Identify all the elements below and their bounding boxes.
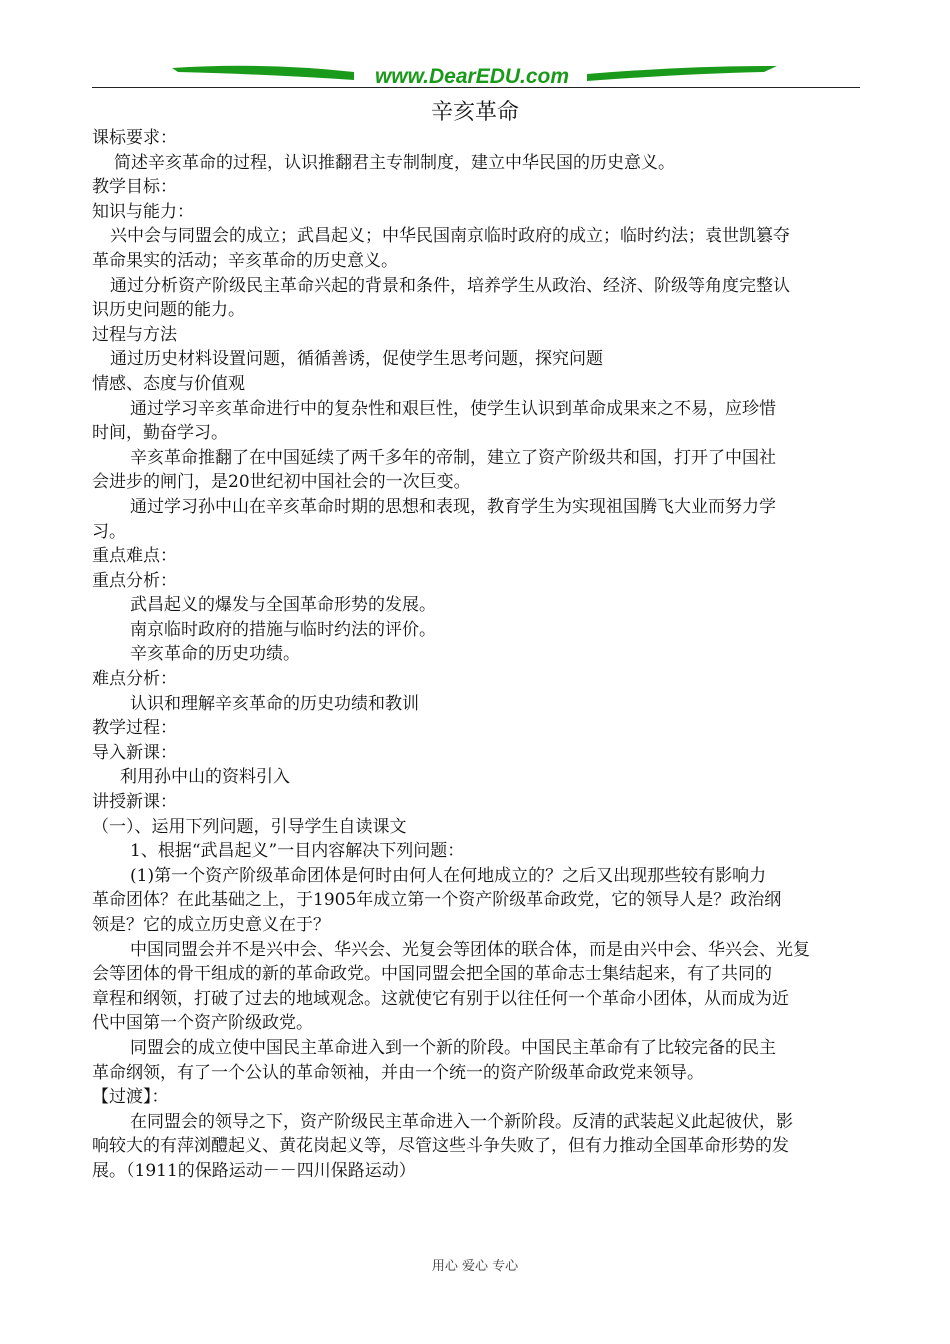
text-line: 通过学习孙中山在辛亥革命时期的思想和表现，教育学生为实现祖国腾飞大业而努力学 [130, 496, 776, 517]
text-line: 重点难点： [92, 546, 177, 567]
document-title: 辛亥革命 [430, 100, 519, 125]
text-line: 会进步的闸门，是20世纪初中国社会的一次巨变。 [92, 472, 471, 493]
text-line: 教学目标： [92, 177, 177, 198]
page-footer: 用心 爱心 专心 [431, 1259, 519, 1274]
text-line: 辛亥革命的历史功绩。 [130, 644, 300, 665]
text-line: 南京临时政府的措施与临时约法的评价。 [130, 619, 436, 640]
text-line: 导入新课： [92, 742, 177, 763]
text-line: 简述辛亥革命的过程，认识推翻君主专制制度，建立中华民国的历史意义。 [114, 152, 675, 173]
text-line: 响较大的有萍浏醴起义、黄花岗起义等，尽管这些斗争失败了，但有力推动全国革命形势的发 [92, 1136, 789, 1157]
text-line: 展。（1911的保路运动－－四川保路运动） [92, 1160, 416, 1181]
text-line: (1)第一个资产阶级革命团体是何时由何人在何地成立的？之后又出现那些较有影响力 [130, 865, 767, 886]
text-line: 习。 [92, 521, 126, 542]
text-line: 武昌起义的爆发与全国革命形势的发展。 [130, 595, 436, 616]
text-line: 认识和理解辛亥革命的历史功绩和教训 [130, 693, 419, 714]
text-line: 革命团体？在此基础之上，于1905年成立第一个资产阶级革命政党，它的领导人是？政治纲 [92, 890, 782, 911]
text-line: 课标要求： [92, 128, 177, 148]
text-line: 过程与方法 [92, 324, 177, 345]
text-line: 讲授新课： [92, 792, 177, 813]
text-line: 识历史问题的能力。 [92, 300, 245, 321]
text-line: 难点分析： [92, 669, 177, 690]
text-line: 通过学习辛亥革命进行中的复杂性和艰巨性，使学生认识到革命成果来之不易，应珍惜 [130, 398, 776, 419]
site-logo: www.DearEDU.com [374, 65, 570, 88]
text-line: （一）、运用下列问题，引导学生自读课文 [92, 816, 407, 837]
text-line: 代中国第一个资产阶级政党。 [92, 1013, 313, 1034]
text-line: 辛亥革命推翻了在中国延续了两千多年的帝制，建立了资产阶级共和国，打开了中国社 [130, 447, 776, 468]
text-line: 教学过程： [92, 718, 177, 739]
text-line: 利用孙中山的资料引入 [120, 767, 290, 788]
text-line: 兴中会与同盟会的成立；武昌起义；中华民国南京临时政府的成立；临时约法；袁世凯篡夺 [110, 226, 790, 247]
text-line: 在同盟会的领导之下，资产阶级民主革命进入一个新阶段。反清的武装起义此起彼伏，影 [130, 1111, 793, 1132]
header-rule [92, 87, 860, 88]
text-line: 情感、态度与价值观 [92, 373, 245, 394]
text-line: 1、根据“武昌起义”一目内容解决下列问题： [130, 841, 465, 862]
text-line: 知识与能力： [92, 201, 194, 222]
text-line: 【过渡】： [92, 1087, 169, 1108]
text-line: 通过历史材料设置问题，循循善诱，促使学生思考问题，探究问题 [110, 349, 603, 370]
text-line: 章程和纲领，打破了过去的地域观念。这就使它有别于以往任何一个革命小团体，从而成为近 [92, 988, 789, 1009]
text-line: 通过分析资产阶级民主革命兴起的背景和条件，培养学生从政治、经济、阶级等角度完整认 [110, 275, 790, 296]
text-line: 领是？它的成立历史意义在于？ [92, 915, 330, 935]
text-line: 重点分析： [92, 570, 177, 591]
text-line: 中国同盟会并不是兴中会、华兴会、光复会等团体的联合体，而是由兴中会、华兴会、光复 [130, 939, 810, 960]
text-line: 革命果实的活动；辛亥革命的历史意义。 [92, 250, 398, 271]
text-line: 同盟会的成立使中国民主革命进入到一个新的阶段。中国民主革命有了比较完备的民主 [130, 1037, 776, 1058]
text-line: 革命纲领，有了一个公认的革命领袖，并由一个统一的资产阶级革命政党来领导。 [92, 1062, 704, 1083]
document-body [92, 126, 860, 1184]
text-line: 时间，勤奋学习。 [92, 423, 228, 444]
text-line: 会等团体的骨干组成的新的革命政党。中国同盟会把全国的革命志士集结起来，有了共同的 [92, 964, 772, 985]
